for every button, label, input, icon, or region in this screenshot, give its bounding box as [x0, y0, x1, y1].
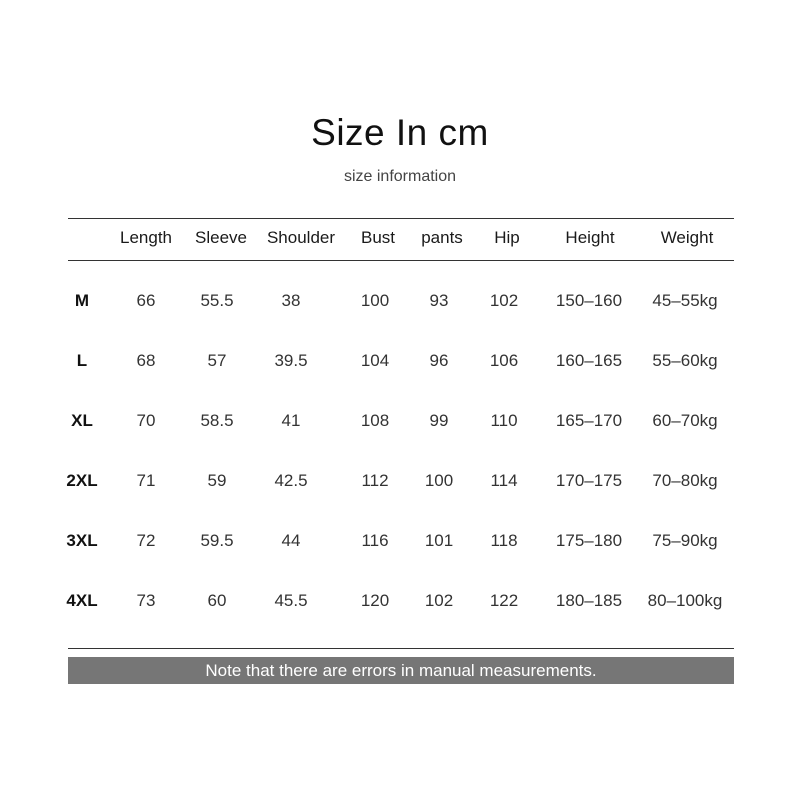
size-label: 4XL [66, 591, 98, 610]
table-cell: 100 [424, 471, 454, 490]
table-cell: 72 [136, 531, 156, 550]
table-cell: 93 [429, 291, 449, 310]
table-cell: 116 [361, 531, 389, 550]
table-cell: 104 [360, 351, 390, 370]
table-cell: 80–100kg [647, 591, 723, 610]
size-label: 3XL [66, 531, 98, 550]
table-cell: 68 [136, 351, 156, 370]
table-cell: 60–70kg [652, 411, 718, 430]
size-label: XL [71, 411, 93, 430]
table-cell: 41 [281, 411, 301, 430]
table-cell: 71 [136, 471, 156, 490]
header-shoulder: Shoulder [266, 228, 336, 247]
table-bottom-divider [68, 648, 734, 649]
table-cell: 110 [490, 411, 518, 430]
table-cell: 160–165 [555, 351, 623, 370]
table-cell: 60 [207, 591, 227, 610]
size-label: L [76, 351, 88, 370]
page-title: Size In cm [311, 112, 489, 153]
table-cell: 59 [207, 471, 227, 490]
table-cell: 102 [489, 291, 519, 310]
table-top-divider [68, 218, 734, 219]
page-subtitle: size information [343, 168, 457, 185]
table-cell: 175–180 [555, 531, 623, 550]
table-cell: 106 [489, 351, 519, 370]
table-cell: 70–80kg [652, 471, 718, 490]
table-header-divider [68, 260, 734, 261]
table-cell: 55.5 [200, 291, 234, 310]
size-label: M [74, 291, 90, 310]
table-cell: 102 [424, 591, 454, 610]
table-cell: 101 [424, 531, 454, 550]
table-cell: 100 [360, 291, 390, 310]
table-cell: 70 [136, 411, 156, 430]
table-cell: 112 [361, 471, 389, 490]
table-cell: 99 [429, 411, 449, 430]
header-hip: Hip [494, 228, 520, 247]
table-cell: 150–160 [555, 291, 623, 310]
table-cell: 57 [207, 351, 227, 370]
table-cell: 108 [360, 411, 390, 430]
table-cell: 114 [490, 471, 518, 490]
table-cell: 96 [429, 351, 449, 370]
table-cell: 73 [136, 591, 156, 610]
header-length: Length [120, 228, 172, 247]
table-cell: 55–60kg [652, 351, 718, 370]
table-cell: 180–185 [555, 591, 623, 610]
header-bust: Bust [360, 228, 396, 247]
table-cell: 42.5 [274, 471, 308, 490]
header-weight: Weight [660, 228, 714, 247]
table-cell: 38 [281, 291, 301, 310]
table-cell: 58.5 [200, 411, 234, 430]
table-cell: 59.5 [200, 531, 234, 550]
table-cell: 170–175 [555, 471, 623, 490]
header-sleeve: Sleeve [195, 228, 247, 247]
table-cell: 66 [136, 291, 156, 310]
table-cell: 122 [489, 591, 519, 610]
header-pants: pants [421, 228, 463, 247]
table-cell: 120 [360, 591, 390, 610]
measurement-note: Note that there are errors in manual measurements. [68, 657, 734, 684]
table-cell: 75–90kg [652, 531, 718, 550]
size-label: 2XL [66, 471, 98, 490]
table-cell: 39.5 [274, 351, 308, 370]
header-height: Height [565, 228, 615, 247]
table-cell: 45.5 [274, 591, 308, 610]
table-cell: 118 [490, 531, 518, 550]
table-cell: 45–55kg [652, 291, 718, 310]
table-cell: 165–170 [555, 411, 623, 430]
table-cell: 44 [281, 531, 301, 550]
